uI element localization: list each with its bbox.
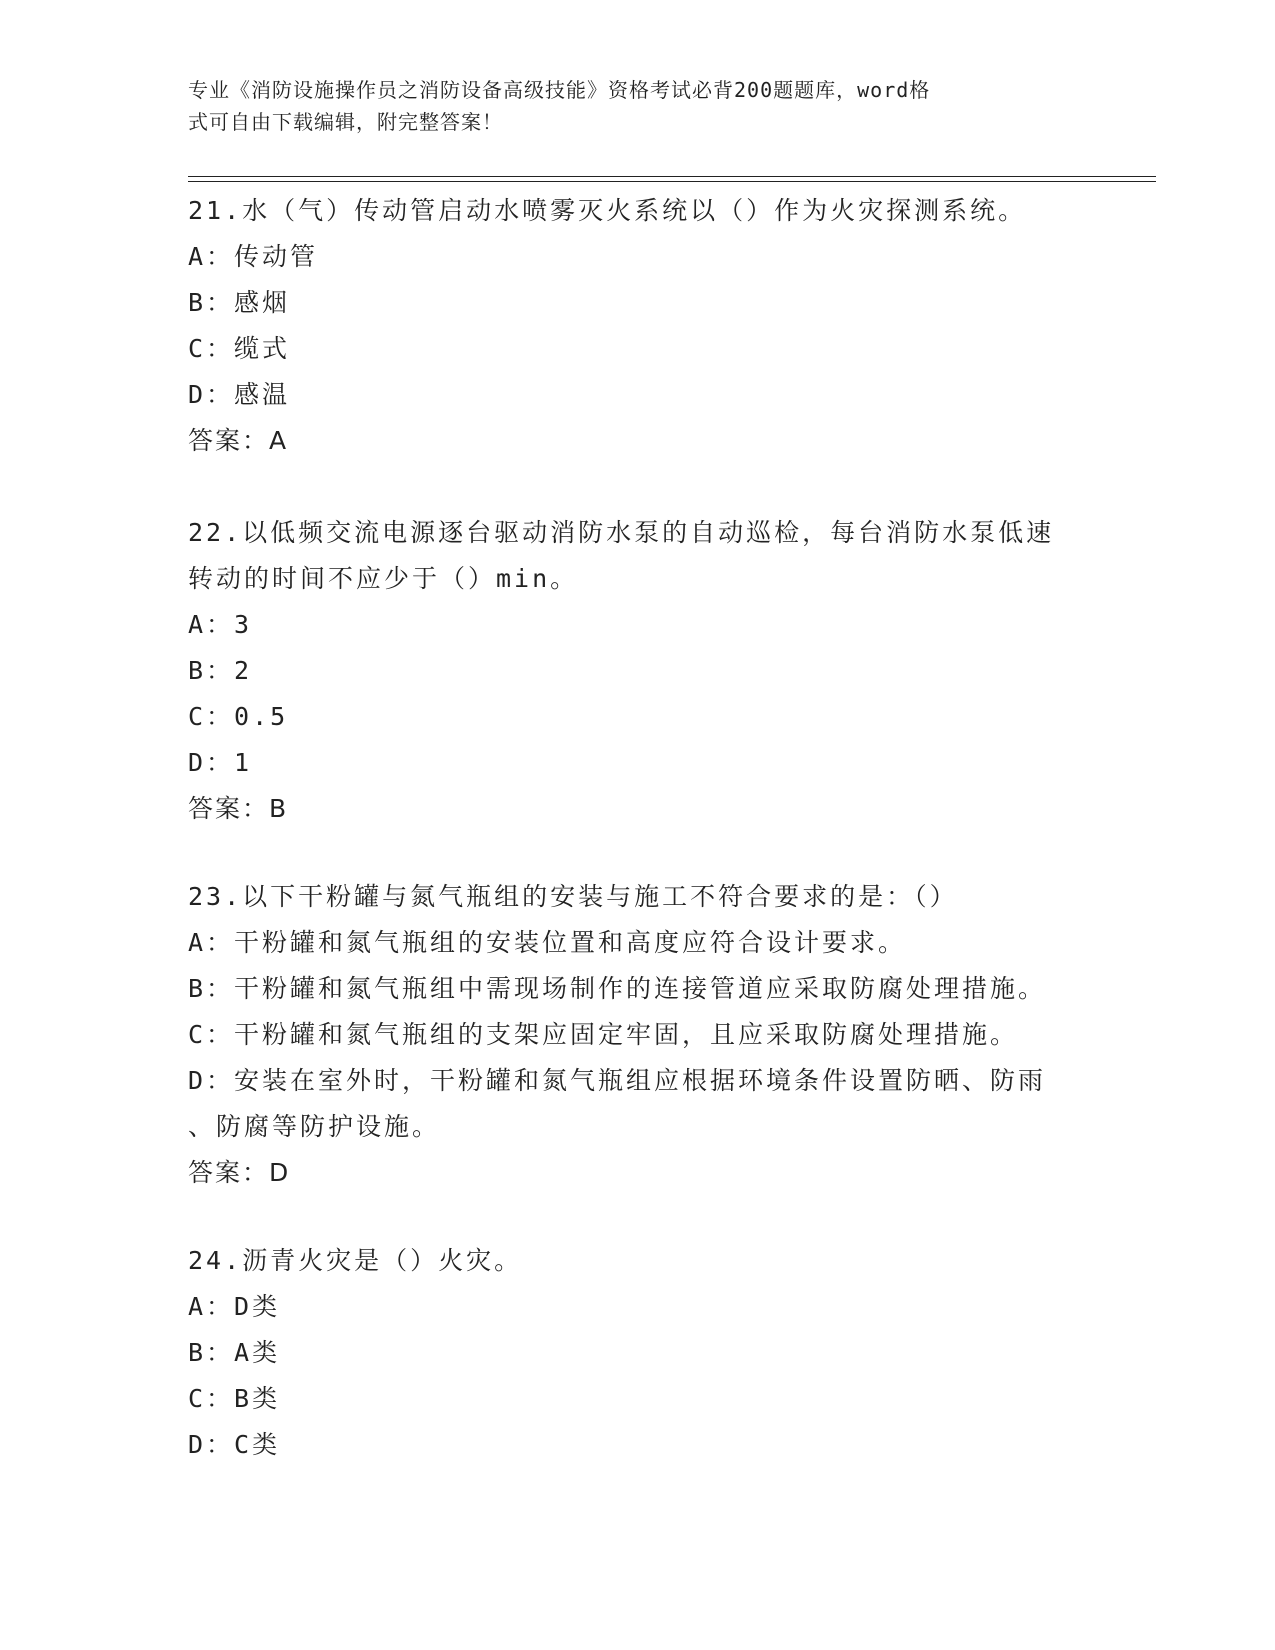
header-divider-bottom (188, 181, 1156, 182)
option-d: D：安装在室外时，干粉罐和氮气瓶组应根据环境条件设置防晒、防雨 (188, 1066, 1047, 1095)
option-c: C：缆式 (188, 334, 291, 363)
header-divider-top (188, 176, 1156, 177)
option-c: C：B类 (188, 1384, 281, 1413)
answer-label: 答案： (188, 1158, 270, 1187)
question-stem: 21.水（气）传动管启动水喷雾灭火系统以（）作为火灾探测系统。 (188, 196, 1027, 225)
option-d: D：感温 (188, 380, 291, 409)
question-stem-continued: 转动的时间不应少于（）min。 (188, 564, 579, 593)
answer-label: 答案： (188, 426, 270, 455)
question-stem: 22.以低频交流电源逐台驱动消防水泵的自动巡检，每台消防水泵低速 (188, 518, 1055, 547)
answer-line (188, 418, 1088, 464)
question-21 (188, 188, 1088, 464)
header-line-1: 专业《消防设施操作员之消防设备高级技能》资格考试必背200题题库，word格 (188, 78, 931, 102)
question-23 (188, 874, 1088, 1196)
option-d: D：C类 (188, 1430, 281, 1459)
option-b: B：感烟 (188, 288, 291, 317)
option-b: B：干粉罐和氮气瓶组中需现场制作的连接管道应采取防腐处理措施。 (188, 974, 1047, 1003)
answer-value: A (269, 426, 289, 455)
option-a: A：干粉罐和氮气瓶组的安装位置和高度应符合设计要求。 (188, 928, 907, 957)
option-b: B：A类 (188, 1338, 281, 1367)
option-d-continued: 、防腐等防护设施。 (188, 1112, 441, 1141)
option-a: A：传动管 (188, 242, 319, 271)
answer-value: D (269, 1158, 291, 1187)
answer-line (188, 1150, 1088, 1196)
question-stem: 23.以下干粉罐与氮气瓶组的安装与施工不符合要求的是：（） (188, 882, 958, 911)
question-24 (188, 1238, 1088, 1468)
option-a: A：D类 (188, 1292, 281, 1321)
option-c: C：干粉罐和氮气瓶组的支架应固定牢固，且应采取防腐处理措施。 (188, 1020, 1019, 1049)
option-a: A：3 (188, 610, 253, 639)
document-header (188, 74, 1088, 138)
question-22 (188, 510, 1088, 832)
question-stem: 24.沥青火灾是（）火灾。 (188, 1246, 523, 1275)
answer-label: 答案： (188, 794, 270, 823)
option-b: B：2 (188, 656, 253, 685)
answer-line (188, 786, 1088, 832)
option-d: D：1 (188, 748, 253, 777)
answer-value: B (269, 794, 289, 823)
header-line-2: 式可自由下载编辑，附完整答案！ (188, 110, 503, 134)
option-c: C：0.5 (188, 702, 289, 731)
